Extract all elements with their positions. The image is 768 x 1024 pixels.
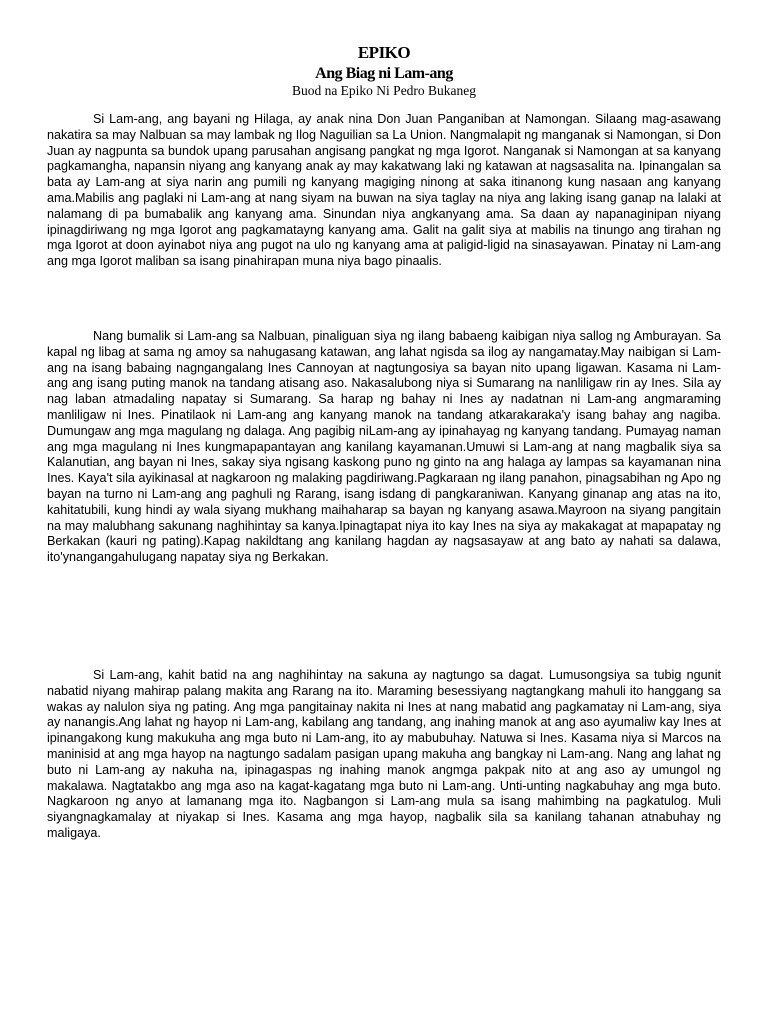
paragraph-1: Si Lam-ang, ang bayani ng Hilaga, ay anak nina Don Juan Panganiban at Namongan. Silaang mag-asawang nakatira sa may Nalbuan sa may lambak ng Ilog Naguilian sa La Union. Nangmalapit ng manganak si Namongan, si Don Juan ay nagpunta sa bundok upang parusahan angisang pangkat ng mga Igorot. Nanganak si Namongan at sa kanyang pagkamangha, napansin niyang ang kanyang anak ay may kakatwang laki ng katawan at nagsasalita na. Ipinangalan sa bata ay Lam-ang at siya narin ang pumili ng kanyang magiging ninong at saka itinanong kung nasaan ang kanyang ama.Mabilis ang paglaki ni Lam-ang at nang siyam na buwan na siya taglay na niya ang laking isang ganap na lalaki at nalamang di pa bumabalik ang kanyang ama. Sinundan niya angkanyang ama. Sa daan ay napanaginipan niyang ipinagdiriwang ng mga Igorot ang pagkamatayng kanyang ama. Galit na galit siya at mabilis na tinungo ang tirahan ng mga Igorot at doon ayinabot niya ang pugot na ulo ng kanyang ama at paligid-ligid na sinasayawan. Pinatay ni Lam-ang ang mga Igorot maliban sa isang pinahirapan muna niya bago pinaalis.: [47, 112, 721, 269]
paragraph-2: Nang bumalik si Lam-ang sa Nalbuan, pinaliguan siya ng ilang babaeng kaibigan niya sallog ng Amburayan. Sa kapal ng libag at sama ng amoy sa nahugasang katawan, ang lahat ngisda sa ilog ay nangamatay.May naibigan si Lam-ang na isang babaing nagngangalang Ines Cannoyan at nagtungosiya sa bayan nito upang ligawan. Kasama ni Lam-ang ang isang puting manok na tandang atisang aso. Nakasalubong niya si Sumarang na nanliligaw rin ay Ines. Sila ay nag laban atmadaling napatay si Sumarang. Sa harap ng bahay ni Ines ay nadatnan ni Lam-ang angmaraming manliligaw ni Ines. Pinatilaok ni Lam-ang ang kanyang manok na tandang atkarakaraka'y isang bahay ang nagiba. Dumungaw ang mga magulang ng dalaga. Ang pagibig niLam-ang ay ipinahayag ng kanyang tandang. Pumayag naman ang mga magulang ni Ines kungmapapantayan ang kanilang kayamanan.Umuwi si Lam-ang at nang magbalik siya sa Kalanutian, ang bayan ni Ines, sakay siya ngisang kaskong puno ng ginto na ang halaga ay lampas sa kayamanan nina Ines. Kaya't sila ayikinasal at nagkaroon ng malaking pagdiriwang.Pagkaraan ng ilang panahon, pinagsabihan ng Apo ng bayan na turno ni Lam-ang ang paghuli ng Rarang, isang isdang di pangkaraniwan. Kanyang ginanap ang atas na ito, kahitatubili, kung hindi ay wala siyang mukhang maihaharap sa bayan ng kanyang asawa.Mayroon na siyang pangitain na may malubhang sakunang naghihintay sa kanya.Ipinagtapat niya ito kay Ines na siya ay makakagat at mapapatay ng Berkakan (kauri ng pating).Kapag nakildtang ang kanilang hagdan ay nagsasayaw at ang bato ay nahati sa dalawa, ito'ynangangahulugang napatay siya ng Berkakan.: [47, 329, 721, 565]
byline: Buod na Epiko Ni Pedro Bukaneg: [291, 83, 477, 98]
epic-title: Ang Biag ni Lam-ang: [315, 65, 453, 82]
paragraph-3: Si Lam-ang, kahit batid na ang naghihintay na sakuna ay nagtungo sa dagat. Lumusongsiya sa tubig ngunit nabatid niyang mahirap palang makita ang Rarang na ito. Maraming besessiyang nagtangkang mahuli ito hanggang sa wakas ay nalulon siya ng pating. Ang mga pangitainay nakita ni Ines at nang mabatid ang pagkamatay ni Lam-ang, siya ay nanangis.Ang lahat ng hayop ni Lam-ang, kabilang ang tandang, ang inahing manok at ang aso ayumaliw kay Ines at ipinangakong kung makukuha ang mga buto ni Lam-ang, ito ay mabubuhay. Natuwa si Ines. Kasama niya si Marcos na maninisid at ang mga hayop na nagtungo sadalam pasigan upang makuha ang bangkay ni Lam-ang. Nang ang lahat ng buto ni Lam-ang ay nakuha na, ipinagaspas ng inahing manok angmga pakpak nito at ang aso ay umungol ng makalawa. Nagtatakbo ang mga aso na kagat-kagatang mga buto ni Lam-ang. Unti-unting nagkabuhay ang mga buto. Nagkaroon ng anyo at lamanang mga ito. Nagbangon si Lam-ang mula sa isang mahimbing na pagkatulog. Muli siyangnagkamalay at niyakap si Ines. Kasama ang mga hayop, nagbalik sila sa kanilang tahanan atnabuhay ng maligaya.: [47, 668, 721, 840]
document-title: EPIKO: [357, 43, 411, 62]
